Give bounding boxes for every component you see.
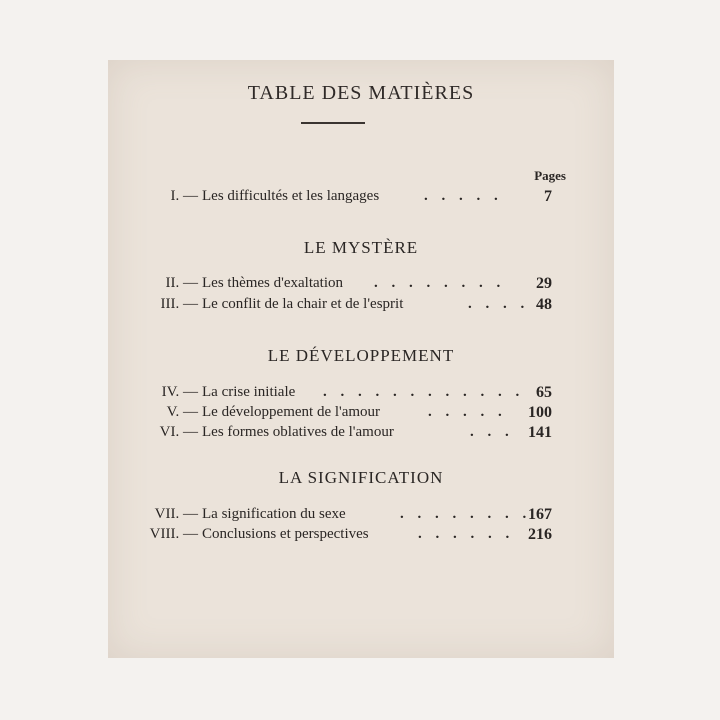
chapter-number: V. — [166, 404, 198, 420]
dot-leader: . . . . . . . . [400, 506, 532, 522]
dot-leader: . . . . . . . . . . . . [323, 384, 525, 400]
section-heading: LE DÉVELOPPEMENT [267, 346, 455, 365]
page-number: 29 [536, 275, 552, 292]
page-title: TABLE DES MATIÈRES [247, 82, 475, 104]
page-number: 65 [536, 384, 552, 401]
toc-entry [108, 424, 614, 444]
page-number: 167 [528, 506, 552, 523]
dot-leader: . . . . . . [418, 526, 515, 542]
title-rule [301, 122, 365, 124]
chapter-number: VIII. — [149, 526, 198, 542]
chapter-title: Les thèmes d'exaltation [202, 275, 343, 291]
chapter-number: I. — [170, 188, 198, 204]
chapter-number: VII. — [154, 506, 198, 522]
toc-entry [108, 188, 614, 208]
dot-leader: . . . . . [428, 404, 507, 420]
toc-entry [108, 296, 614, 316]
pages-column-header: Pages [534, 168, 566, 183]
dot-leader: . . . . [468, 296, 530, 312]
chapter-title: Le développement de l'amour [202, 404, 381, 420]
dot-leader: . . . . . . . . [374, 275, 506, 291]
chapter-title: Les difficultés et les langages [202, 188, 380, 204]
page-number: 141 [528, 424, 552, 441]
chapter-title: Les formes oblatives de l'amour [202, 424, 394, 440]
chapter-title: La crise initiale [202, 384, 296, 400]
chapter-number: III. — [160, 296, 198, 312]
book-page [108, 60, 614, 658]
page-number: 48 [536, 296, 552, 313]
chapter-number: VI. — [159, 424, 198, 440]
section-heading: LE MYSTÈRE [303, 238, 419, 257]
toc-entry [108, 275, 614, 295]
toc-entry [108, 506, 614, 526]
dot-leader: . . . [470, 424, 514, 440]
page-number: 100 [528, 404, 552, 421]
page-number: 216 [528, 526, 552, 543]
toc-entry [108, 526, 614, 546]
section-heading: LA SIGNIFICATION [278, 468, 444, 487]
page-number: 7 [544, 188, 552, 205]
chapter-title: Le conflit de la chair et de l'esprit [202, 296, 404, 312]
chapter-number: II. — [165, 275, 198, 291]
chapter-title: Conclusions et perspectives [202, 526, 369, 542]
toc-entry [108, 384, 614, 404]
toc-entry [108, 404, 614, 424]
dot-leader: . . . . . [424, 188, 503, 204]
chapter-title: La signification du sexe [202, 506, 346, 522]
chapter-number: IV. — [161, 384, 198, 400]
